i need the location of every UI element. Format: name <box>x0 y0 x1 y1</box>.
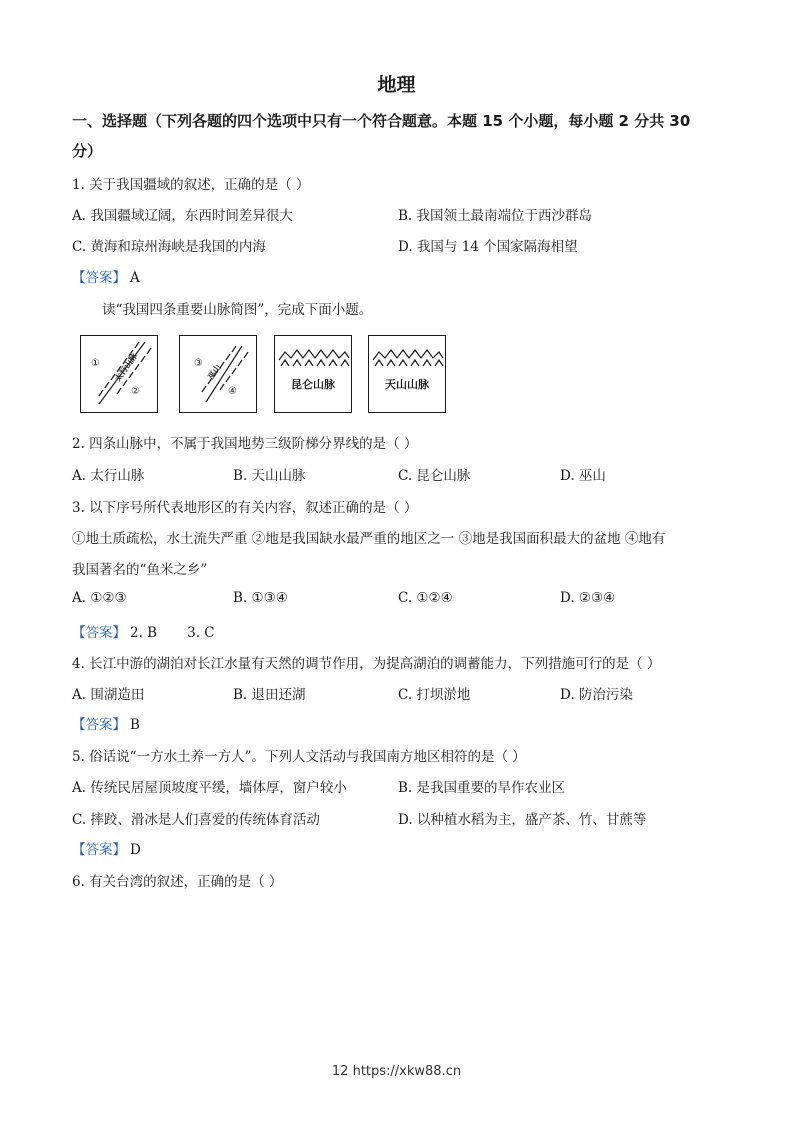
question-3-statements-line2: 我国著名的“鱼米之乡” <box>72 562 208 578</box>
wushan-label: 巫山 <box>206 362 223 382</box>
q4-option-a: A. 围湖造田 <box>72 687 145 703</box>
section-heading-line2: 分） <box>72 142 103 160</box>
answer-2-3 <box>72 621 215 641</box>
answer-4 <box>72 713 140 733</box>
question-1-stem: 1. 关于我国疆域的叙述，正确的是（ ） <box>72 177 310 193</box>
answer-1-value: A <box>130 270 140 286</box>
q1-option-a: A. 我国疆域辽阔，东西时间差异很大 <box>72 208 293 224</box>
q2-option-b: B. 天山山脉 <box>233 468 306 484</box>
question-3-statements-line1: ①地土质疏松，水土流失严重 ②地是我国缺水最严重的地区之一 ③地是我国面积最大的盆地 ④地有 <box>72 531 666 547</box>
answer-label: 【答案】 <box>72 270 126 286</box>
taihang-vertical-label: 太行山脉 <box>113 351 139 384</box>
marker-1: ① <box>91 358 100 369</box>
marker-4: ④ <box>228 386 237 397</box>
answer-label: 【答案】 <box>72 625 126 641</box>
q1-option-d: D. 我国与 14 个国家隔海相望 <box>398 239 578 255</box>
answer-4-value: B <box>130 717 140 733</box>
question-4-stem: 4. 长江中游的湖泊对长江水量有天然的调节作用，为提高湖泊的调蓄能力，下列措施可行的是（ ） <box>72 656 661 672</box>
taihang-sketch <box>81 336 157 411</box>
q2-option-c: C. 昆仑山脉 <box>398 468 471 484</box>
answer-1 <box>72 266 140 286</box>
figure-kunlun-mountains <box>274 335 352 413</box>
answer-2-3-value: 2. B 3. C <box>130 625 215 641</box>
q4-option-d: D. 防治污染 <box>560 687 633 703</box>
wushan-sketch <box>180 336 256 411</box>
answer-label: 【答案】 <box>72 842 126 858</box>
answer-5-value: D <box>130 842 141 858</box>
answer-5 <box>72 838 141 858</box>
q1-option-c: C. 黄海和琼州海峡是我国的内海 <box>72 239 266 255</box>
q1-option-b: B. 我国领土最南端位于西沙群岛 <box>398 208 593 224</box>
q3-option-a: A. ①②③ <box>72 590 127 606</box>
q5-option-a: A. 传统民居屋顶坡度平缓，墙体厚，窗户较小 <box>72 780 347 796</box>
q4-option-b: B. 退田还湖 <box>233 687 306 703</box>
tianshan-label: 天山山脉 <box>385 378 429 391</box>
q4-option-c: C. 打坝淤地 <box>398 687 471 703</box>
q3-option-c: C. ①②④ <box>398 590 453 606</box>
page-footer: 12 https://xkw88.cn <box>331 1064 462 1079</box>
question-3-stem: 3. 以下序号所代表地形区的有关内容，叙述正确的是（ ） <box>72 500 418 516</box>
q2-option-a: A. 太行山脉 <box>72 468 145 484</box>
answer-label: 【答案】 <box>72 717 126 733</box>
figure-intro: 读“我国四条重要山脉简图”，完成下面小题。 <box>102 302 373 318</box>
figure-tianshan-mountains <box>368 335 446 413</box>
q2-option-d: D. 巫山 <box>560 468 606 484</box>
question-2-stem: 2. 四条山脉中，不属于我国地势三级阶梯分界线的是（ ） <box>72 436 418 452</box>
question-6-stem: 6. 有关台湾的叙述，正确的是（ ） <box>72 874 283 890</box>
kunlun-label: 昆仑山脉 <box>291 378 335 391</box>
figure-wushan-mountains <box>179 335 257 413</box>
marker-2: ② <box>131 386 140 397</box>
q5-option-c: C. 摔跤、滑冰是人们喜爱的传统体育活动 <box>72 812 320 828</box>
q5-option-b: B. 是我国重要的旱作农业区 <box>398 780 566 796</box>
kunlun-sketch <box>275 336 351 376</box>
tianshan-sketch <box>369 336 445 376</box>
q3-option-b: B. ①③④ <box>233 590 288 606</box>
q3-option-d: D. ②③④ <box>560 590 616 606</box>
question-5-stem: 5. 俗话说“一方水土养一方人”。下列人文活动与我国南方地区相符的是（ ） <box>72 749 526 765</box>
figure-taihang-mountains <box>80 335 158 413</box>
page-title: 地理 <box>377 74 416 96</box>
marker-3: ③ <box>194 358 203 369</box>
q5-option-d: D. 以种植水稻为主，盛产茶、竹、甘蔗等 <box>398 812 647 828</box>
section-heading-line1: 一、选择题（下列各题的四个选项中只有一个符合题意。本题 15 个小题，每小题 2 分共 30 <box>72 112 691 130</box>
